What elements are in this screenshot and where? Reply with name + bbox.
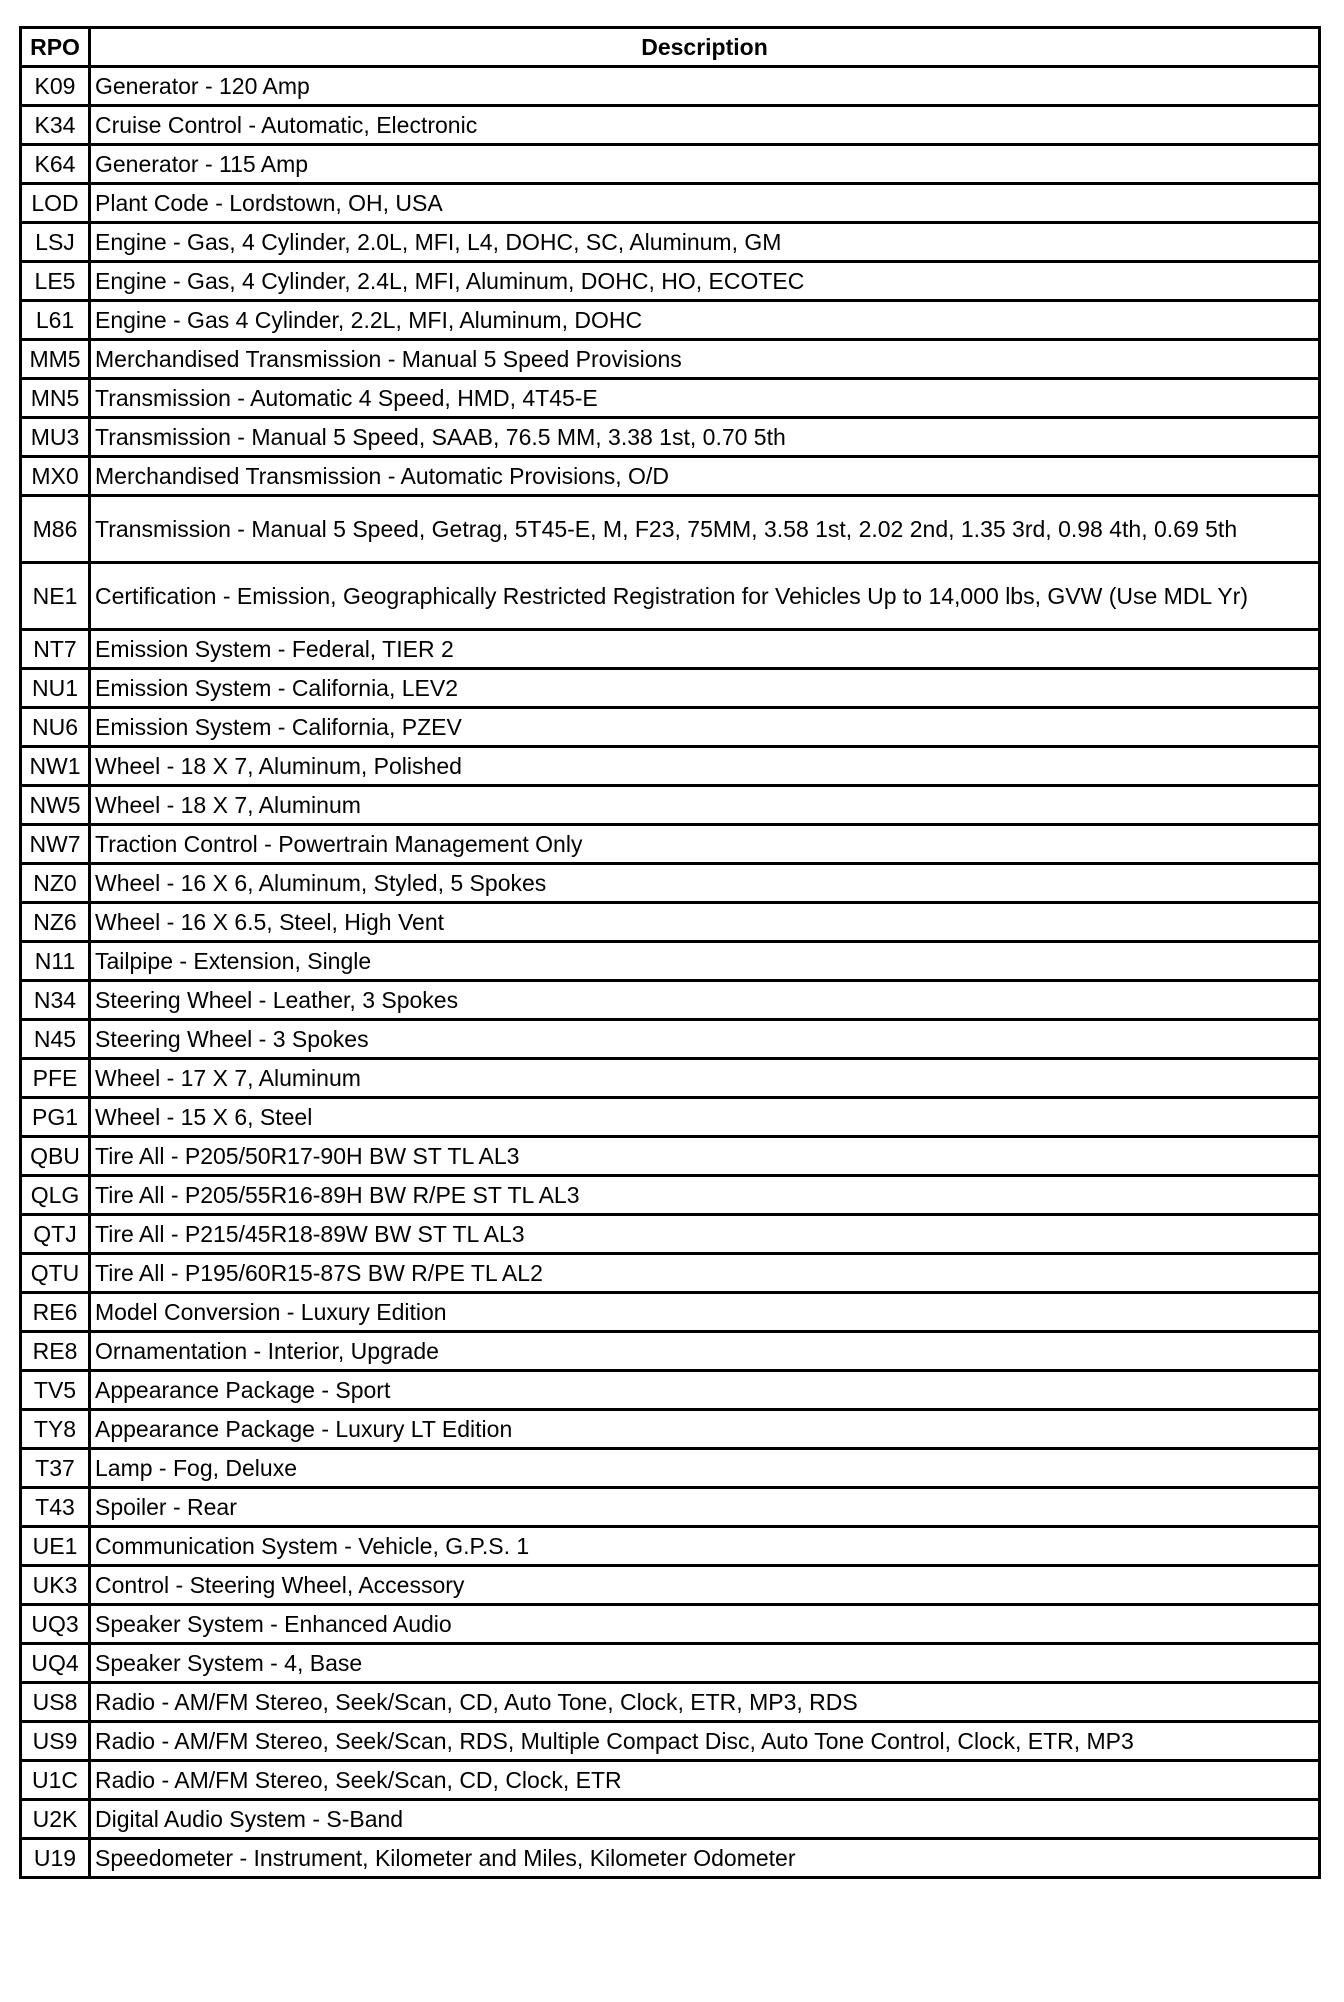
rpo-code-cell: T37 (21, 1449, 90, 1488)
description-cell: Wheel - 17 X 7, Aluminum (90, 1059, 1320, 1098)
table-row (21, 1293, 1320, 1332)
table-row (21, 67, 1320, 106)
description-cell: Appearance Package - Luxury LT Edition (90, 1410, 1320, 1449)
table-row (21, 1839, 1320, 1878)
table-row (21, 1488, 1320, 1527)
rpo-code-cell: NU1 (21, 669, 90, 708)
description-cell: Merchandised Transmission - Manual 5 Speed Provisions (90, 340, 1320, 379)
table-body (21, 67, 1320, 1878)
description-cell: Speaker System - 4, Base (90, 1644, 1320, 1683)
table-row (21, 262, 1320, 301)
table-row (21, 903, 1320, 942)
rpo-code-cell: U1C (21, 1761, 90, 1800)
table-row (21, 1722, 1320, 1761)
rpo-code-cell: US9 (21, 1722, 90, 1761)
table-row (21, 301, 1320, 340)
rpo-code-cell: MM5 (21, 340, 90, 379)
table-row (21, 1215, 1320, 1254)
table-row (21, 1371, 1320, 1410)
rpo-code-cell: K09 (21, 67, 90, 106)
table-row (21, 1644, 1320, 1683)
table-row (21, 496, 1320, 563)
table-row (21, 981, 1320, 1020)
description-cell: Wheel - 16 X 6, Aluminum, Styled, 5 Spokes (90, 864, 1320, 903)
table-row (21, 1410, 1320, 1449)
table-row (21, 184, 1320, 223)
description-cell: Tire All - P195/60R15-87S BW R/PE TL AL2 (90, 1254, 1320, 1293)
rpo-code-cell: U19 (21, 1839, 90, 1878)
table-row (21, 1059, 1320, 1098)
table-row (21, 630, 1320, 669)
table-row (21, 1683, 1320, 1722)
table-row (21, 1800, 1320, 1839)
table-row (21, 747, 1320, 786)
rpo-code-cell: LOD (21, 184, 90, 223)
table-row (21, 1527, 1320, 1566)
table-row (21, 1254, 1320, 1293)
table-row (21, 1137, 1320, 1176)
description-cell: Control - Steering Wheel, Accessory (90, 1566, 1320, 1605)
table-row (21, 457, 1320, 496)
rpo-code-cell: TY8 (21, 1410, 90, 1449)
rpo-code-cell: TV5 (21, 1371, 90, 1410)
description-cell: Tailpipe - Extension, Single (90, 942, 1320, 981)
description-cell: Wheel - 18 X 7, Aluminum (90, 786, 1320, 825)
table-row (21, 864, 1320, 903)
description-cell: Steering Wheel - Leather, 3 Spokes (90, 981, 1320, 1020)
description-cell: Tire All - P215/45R18-89W BW ST TL AL3 (90, 1215, 1320, 1254)
rpo-code-cell: N45 (21, 1020, 90, 1059)
table-row (21, 418, 1320, 457)
description-cell: Wheel - 15 X 6, Steel (90, 1098, 1320, 1137)
description-cell: Certification - Emission, Geographically Restricted Registration for Vehicles Up to 14,000 lbs, GVW (Use MDL Yr) (90, 563, 1320, 630)
rpo-code-cell: QTJ (21, 1215, 90, 1254)
description-cell: Speaker System - Enhanced Audio (90, 1605, 1320, 1644)
description-cell: Speedometer - Instrument, Kilometer and Miles, Kilometer Odometer (90, 1839, 1320, 1878)
rpo-code-cell: NW1 (21, 747, 90, 786)
description-cell: Steering Wheel - 3 Spokes (90, 1020, 1320, 1059)
rpo-code-cell: K64 (21, 145, 90, 184)
rpo-code-cell: RE8 (21, 1332, 90, 1371)
table-row (21, 145, 1320, 184)
description-cell: Transmission - Manual 5 Speed, Getrag, 5T45-E, M, F23, 75MM, 3.58 1st, 2.02 2nd, 1.35 3rd, 0.98 4th, 0.69 5th (90, 496, 1320, 563)
rpo-column-header: RPO (21, 28, 90, 67)
table-row (21, 786, 1320, 825)
rpo-code-cell: T43 (21, 1488, 90, 1527)
rpo-code-cell: MU3 (21, 418, 90, 457)
rpo-code-cell: UQ4 (21, 1644, 90, 1683)
description-cell: Emission System - Federal, TIER 2 (90, 630, 1320, 669)
description-cell: Appearance Package - Sport (90, 1371, 1320, 1410)
rpo-code-cell: NW7 (21, 825, 90, 864)
table-row (21, 563, 1320, 630)
table-row (21, 379, 1320, 418)
rpo-code-cell: U2K (21, 1800, 90, 1839)
rpo-code-cell: MN5 (21, 379, 90, 418)
rpo-code-cell: NW5 (21, 786, 90, 825)
rpo-code-cell: NT7 (21, 630, 90, 669)
description-cell: Radio - AM/FM Stereo, Seek/Scan, RDS, Multiple Compact Disc, Auto Tone Control, Clock, ETR, MP3 (90, 1722, 1320, 1761)
rpo-code-cell: NU6 (21, 708, 90, 747)
rpo-code-cell: UE1 (21, 1527, 90, 1566)
description-cell: Communication System - Vehicle, G.P.S. 1 (90, 1527, 1320, 1566)
rpo-code-cell: UQ3 (21, 1605, 90, 1644)
description-cell: Wheel - 16 X 6.5, Steel, High Vent (90, 903, 1320, 942)
table-row (21, 825, 1320, 864)
description-cell: Spoiler - Rear (90, 1488, 1320, 1527)
description-cell: Tire All - P205/55R16-89H BW R/PE ST TL AL3 (90, 1176, 1320, 1215)
rpo-code-cell: L61 (21, 301, 90, 340)
rpo-code-cell: UK3 (21, 1566, 90, 1605)
description-cell: Lamp - Fog, Deluxe (90, 1449, 1320, 1488)
rpo-code-cell: PFE (21, 1059, 90, 1098)
table-row (21, 1020, 1320, 1059)
table-row (21, 106, 1320, 145)
description-cell: Transmission - Automatic 4 Speed, HMD, 4T45-E (90, 379, 1320, 418)
rpo-code-cell: QLG (21, 1176, 90, 1215)
description-cell: Plant Code - Lordstown, OH, USA (90, 184, 1320, 223)
table-row (21, 669, 1320, 708)
rpo-code-cell: N34 (21, 981, 90, 1020)
description-cell: Engine - Gas 4 Cylinder, 2.2L, MFI, Aluminum, DOHC (90, 301, 1320, 340)
rpo-code-cell: MX0 (21, 457, 90, 496)
description-cell: Wheel - 18 X 7, Aluminum, Polished (90, 747, 1320, 786)
description-cell: Radio - AM/FM Stereo, Seek/Scan, CD, Clock, ETR (90, 1761, 1320, 1800)
table-row (21, 1176, 1320, 1215)
rpo-code-cell: NE1 (21, 563, 90, 630)
table-row (21, 1566, 1320, 1605)
description-cell: Radio - AM/FM Stereo, Seek/Scan, CD, Auto Tone, Clock, ETR, MP3, RDS (90, 1683, 1320, 1722)
description-cell: Model Conversion - Luxury Edition (90, 1293, 1320, 1332)
description-cell: Engine - Gas, 4 Cylinder, 2.0L, MFI, L4, DOHC, SC, Aluminum, GM (90, 223, 1320, 262)
rpo-code-cell: LE5 (21, 262, 90, 301)
rpo-code-cell: QTU (21, 1254, 90, 1293)
table-row (21, 1605, 1320, 1644)
rpo-code-cell: K34 (21, 106, 90, 145)
description-cell: Transmission - Manual 5 Speed, SAAB, 76.5 MM, 3.38 1st, 0.70 5th (90, 418, 1320, 457)
description-cell: Emission System - California, PZEV (90, 708, 1320, 747)
description-column-header: Description (90, 28, 1320, 67)
rpo-table (19, 26, 1321, 1879)
rpo-code-cell: RE6 (21, 1293, 90, 1332)
table-row (21, 1449, 1320, 1488)
description-cell: Emission System - California, LEV2 (90, 669, 1320, 708)
rpo-code-cell: PG1 (21, 1098, 90, 1137)
rpo-code-cell: QBU (21, 1137, 90, 1176)
rpo-code-cell: LSJ (21, 223, 90, 262)
description-cell: Generator - 115 Amp (90, 145, 1320, 184)
description-cell: Tire All - P205/50R17-90H BW ST TL AL3 (90, 1137, 1320, 1176)
table-row (21, 1332, 1320, 1371)
description-cell: Traction Control - Powertrain Management Only (90, 825, 1320, 864)
table-header-row (21, 28, 1320, 67)
rpo-code-cell: M86 (21, 496, 90, 563)
table-row (21, 1098, 1320, 1137)
description-cell: Digital Audio System - S-Band (90, 1800, 1320, 1839)
rpo-code-cell: NZ0 (21, 864, 90, 903)
table-row (21, 340, 1320, 379)
rpo-code-cell: US8 (21, 1683, 90, 1722)
table-row (21, 223, 1320, 262)
table-row (21, 1761, 1320, 1800)
description-cell: Merchandised Transmission - Automatic Provisions, O/D (90, 457, 1320, 496)
description-cell: Generator - 120 Amp (90, 67, 1320, 106)
rpo-code-cell: N11 (21, 942, 90, 981)
description-cell: Cruise Control - Automatic, Electronic (90, 106, 1320, 145)
description-cell: Ornamentation - Interior, Upgrade (90, 1332, 1320, 1371)
table-row (21, 708, 1320, 747)
table-row (21, 942, 1320, 981)
rpo-code-cell: NZ6 (21, 903, 90, 942)
description-cell: Engine - Gas, 4 Cylinder, 2.4L, MFI, Aluminum, DOHC, HO, ECOTEC (90, 262, 1320, 301)
